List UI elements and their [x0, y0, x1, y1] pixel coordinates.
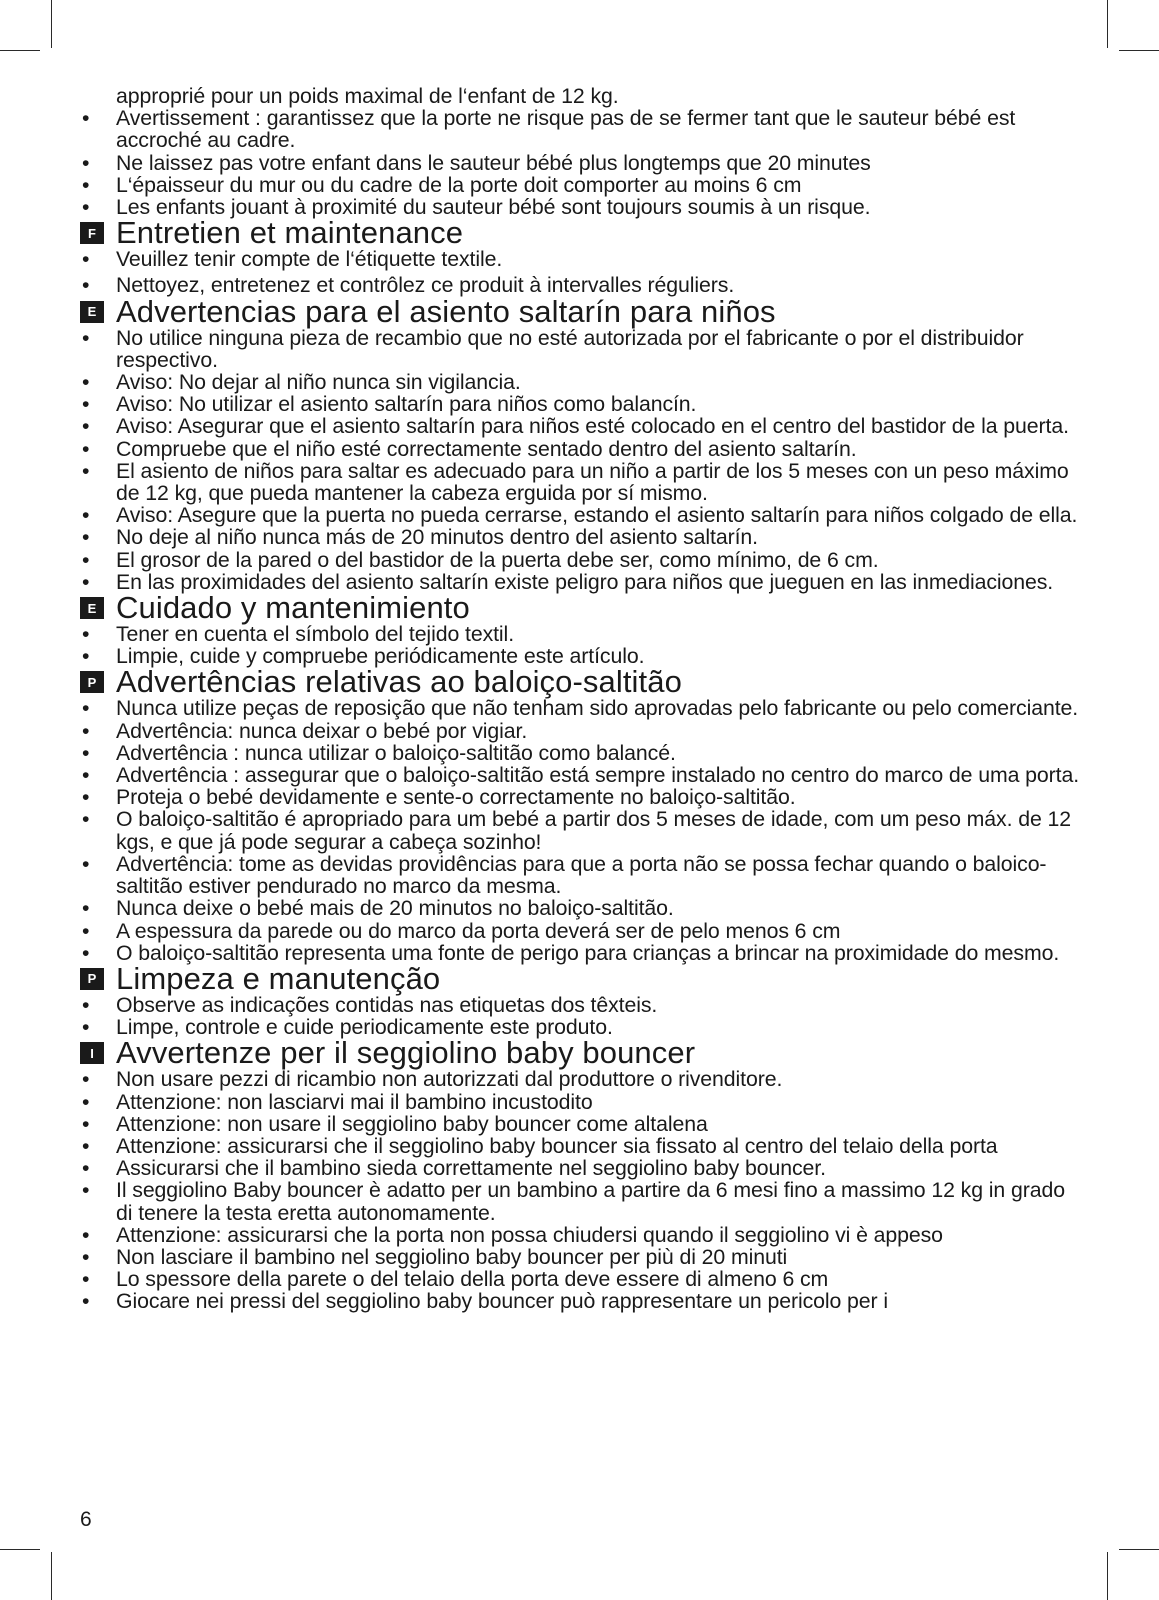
continuation-line: approprié pour un poids maximal de l‘enfant de 12 kg. — [116, 84, 619, 108]
section-heading — [80, 215, 1080, 251]
bullet-icon: • — [82, 622, 90, 647]
list-item — [80, 897, 1080, 919]
warning-list-fr — [80, 107, 1080, 218]
list-item — [80, 1068, 1080, 1090]
section-title: Cuidado y mantenimiento — [116, 590, 470, 626]
bullet-icon: • — [82, 273, 90, 298]
bullet-icon: • — [82, 763, 90, 788]
crop-mark — [1119, 50, 1159, 51]
section-list — [80, 623, 1080, 667]
list-item — [80, 107, 1080, 151]
list-item — [80, 994, 1080, 1016]
list-item — [80, 645, 1080, 667]
language-badge: I — [80, 1042, 104, 1064]
crop-mark — [0, 1549, 40, 1550]
bullet-icon: • — [82, 1178, 90, 1203]
bullet-icon: • — [82, 436, 90, 461]
list-item — [80, 152, 1080, 174]
list-item-text: Non lasciare il bambino nel seggiolino baby bouncer per più di 20 minuti — [116, 1244, 788, 1269]
list-item-text: Limpie, cuide y compruebe periódicamente este artículo. — [116, 644, 645, 669]
bullet-icon: • — [82, 392, 90, 417]
list-item-text: Assicurarsi che il bambino sieda correttamente nel seggiolino baby bouncer. — [116, 1156, 826, 1181]
list-item-text: Attenzione: non usare il seggiolino baby bouncer come altalena — [116, 1111, 708, 1136]
list-item — [80, 1135, 1080, 1157]
section — [80, 590, 1080, 669]
section-list — [80, 994, 1080, 1038]
list-item — [80, 1246, 1080, 1268]
list-item-text: Il seggiolino Baby bouncer è adatto per un bambino a partire da 6 mesi fino a massimo 12 kg in grado di tenere la testa eretta autonomamente. — [116, 1178, 1065, 1225]
bullet-icon: • — [82, 718, 90, 743]
list-item — [80, 327, 1080, 371]
list-item — [80, 549, 1080, 571]
list-item-text: O baloiço-saltitão representa uma fonte de perigo para crianças a brincar na proximidade do mesmo. — [116, 940, 1060, 965]
list-item — [80, 623, 1080, 645]
bullet-icon: • — [82, 370, 90, 395]
list-item-text: Advertência : nunca utilizar o baloiço-saltitão como balancé. — [116, 740, 676, 765]
list-item — [80, 1224, 1080, 1246]
list-item-text: Nunca deixe o bebé mais de 20 minutos no baloiço-saltitão. — [116, 896, 674, 921]
bullet-icon: • — [82, 940, 90, 965]
bullet-icon: • — [82, 1222, 90, 1247]
list-item-text: En las proximidades del asiento saltarín existe peligro para niños que jueguen en las inmediaciones. — [116, 569, 1054, 594]
section-title: Avvertenze per il seggiolino baby bouncer — [116, 1035, 696, 1071]
language-badge: P — [80, 671, 104, 693]
list-item — [80, 438, 1080, 460]
section — [80, 960, 1080, 1040]
list-item-text: Non usare pezzi di ricambio non autorizzati dal produttore o rivenditore. — [116, 1067, 783, 1092]
language-badge: E — [80, 597, 104, 619]
list-item-text: Limpe, controle e cuide periodicamente este produto. — [116, 1015, 613, 1040]
crop-mark — [51, 1552, 52, 1600]
language-badge: E — [80, 301, 104, 323]
list-item — [80, 808, 1080, 852]
list-item-text: El asiento de niños para saltar es adecuado para un niño a partir de los 5 meses con un peso máximo de 12 kg, que pueda mantener la cabeza erguida por sí mismo. — [116, 458, 1069, 506]
section-title: Advertências relativas ao baloiço-saltitão — [116, 664, 682, 700]
bullet-icon: • — [82, 896, 90, 921]
list-item-text: Attenzione: assicurarsi che il seggiolino baby bouncer sia fissato al centro del telaio della porta — [116, 1133, 998, 1158]
list-item — [80, 786, 1080, 808]
bullet-icon: • — [82, 807, 90, 832]
bullet-icon: • — [82, 740, 90, 765]
bullet-icon: • — [82, 503, 90, 528]
crop-mark — [1107, 0, 1108, 48]
list-item — [80, 920, 1080, 942]
section — [80, 293, 1080, 594]
section-title: Entretien et maintenance — [116, 215, 464, 251]
list-item — [80, 1268, 1080, 1290]
list-item-text: Avertissement : garantissez que la porte ne risque pas de se fermer tant que le sauteur bébé est accroché au cadre. — [116, 106, 1016, 153]
bullet-icon: • — [82, 1111, 90, 1136]
list-item — [80, 504, 1080, 526]
list-item-text: Veuillez tenir compte de l‘étiquette textile. — [116, 247, 503, 272]
list-item — [80, 526, 1080, 548]
bullet-icon: • — [82, 458, 90, 483]
list-item — [80, 1113, 1080, 1135]
list-item-text: Compruebe que el niño esté correctamente sentado dentro del asiento saltarín. — [116, 436, 857, 461]
list-item — [80, 1016, 1080, 1038]
language-badge: P — [80, 968, 104, 990]
sections — [80, 215, 1080, 1314]
list-item — [80, 415, 1080, 437]
bullet-icon: • — [82, 1133, 90, 1158]
list-item-text: No deje al niño nunca más de 20 minutos dentro del asiento saltarín. — [116, 525, 758, 550]
bullet-icon: • — [82, 696, 90, 721]
language-badge: F — [80, 222, 104, 244]
list-item-text: Aviso: No dejar al niño nunca sin vigilancia. — [116, 370, 521, 395]
bullet-icon: • — [82, 1015, 90, 1040]
bullet-icon: • — [82, 525, 90, 550]
bullet-icon: • — [82, 992, 90, 1017]
list-item-text: Advertência : assegurar que o baloiço-saltitão está sempre instalado no centro do marco de uma porta. — [116, 763, 1080, 788]
section-list — [80, 697, 1080, 963]
section-heading — [80, 960, 1080, 996]
list-item — [80, 393, 1080, 415]
crop-mark — [1119, 1549, 1159, 1550]
list-item-text: Attenzione: assicurarsi che la porta non possa chiudersi quando il seggiolino vi è appeso — [116, 1222, 943, 1247]
list-item-text: Advertência: nunca deixar o bebé por vigiar. — [116, 718, 528, 743]
list-item-text: Advertência: tome as devidas providências para que a porta não se possa fechar quando o baloico-saltitão estiver pendurado no marco da mesma. — [116, 851, 1047, 899]
list-item — [80, 1157, 1080, 1179]
bullet-icon: • — [82, 1089, 90, 1114]
bullet-icon: • — [82, 918, 90, 943]
bullet-icon: • — [82, 195, 90, 220]
section-title: Advertencias para el asiento saltarín para niños — [116, 293, 776, 329]
list-item-text: Giocare nei pressi del seggiolino baby bouncer può rappresentare un pericolo per i — [116, 1289, 888, 1314]
page-number: 6 — [80, 1508, 92, 1531]
list-item-text: Nettoyez, entretenez et contrôlez ce produit à intervalles réguliers. — [116, 273, 735, 298]
list-item-text: Nunca utilize peças de reposição que não tenham sido aprovadas pelo fabricante ou pelo comerciante. — [116, 696, 1079, 721]
list-item — [80, 942, 1080, 964]
list-item — [80, 720, 1080, 742]
list-item-text: No utilice ninguna pieza de recambio que no esté autorizada por el fabricante o por el distribuidor respectivo. — [116, 325, 1024, 372]
bullet-icon: • — [82, 1244, 90, 1269]
list-item — [80, 196, 1080, 218]
bullet-icon: • — [82, 851, 90, 876]
list-item — [80, 697, 1080, 719]
bullet-icon: • — [82, 414, 90, 439]
section-heading — [80, 1035, 1080, 1071]
bullet-icon: • — [82, 172, 90, 197]
list-item-text: Lo spessore della parete o del telaio della porta deve essere di almeno 6 cm — [116, 1267, 829, 1292]
list-item — [80, 248, 1080, 270]
list-item — [80, 742, 1080, 764]
list-item-text: Tener en cuenta el símbolo del tejido textil. — [116, 622, 515, 647]
bullet-icon: • — [82, 150, 90, 175]
bullet-icon: • — [82, 1156, 90, 1181]
list-item-text: Les enfants jouant à proximité du sauteur bébé sont toujours soumis à un risque. — [116, 195, 871, 220]
list-item-text: Ne laissez pas votre enfant dans le sauteur bébé plus longtemps que 20 minutes — [116, 150, 871, 175]
bullet-icon: • — [82, 1289, 90, 1314]
list-item — [80, 1290, 1080, 1312]
list-item-text: L‘épaisseur du mur ou du cadre de la porte doit comporter au moins 6 cm — [116, 172, 802, 197]
crop-mark — [0, 50, 40, 51]
bullet-icon: • — [82, 325, 90, 350]
section — [80, 215, 1080, 298]
bullet-icon: • — [82, 1067, 90, 1092]
bullet-icon: • — [82, 1267, 90, 1292]
section-list — [80, 248, 1080, 296]
section-heading — [80, 293, 1080, 329]
section — [80, 1035, 1080, 1314]
bullet-icon: • — [82, 785, 90, 810]
bullet-icon: • — [82, 644, 90, 669]
section-heading — [80, 590, 1080, 626]
section-heading — [80, 664, 1080, 700]
list-item-text: Observe as indicações contidas nas etiquetas dos têxteis. — [116, 992, 658, 1017]
list-item — [80, 1091, 1080, 1113]
list-item — [80, 371, 1080, 393]
crop-mark — [51, 0, 52, 48]
list-item — [80, 1179, 1080, 1223]
list-item-text: Attenzione: non lasciarvi mai il bambino incustodito — [116, 1089, 593, 1114]
list-item — [80, 853, 1080, 897]
list-item-text: Aviso: No utilizar el asiento saltarín para niños como balancín. — [116, 392, 697, 417]
bullet-icon: • — [82, 247, 90, 272]
list-item — [80, 571, 1080, 593]
list-item-text: O baloiço-saltitão é apropriado para um bebé a partir dos 5 meses de idade, com um peso máx. de 12 kgs, e que já pode segurar a cabeça sozinho! — [116, 807, 1072, 854]
section-list — [80, 1068, 1080, 1312]
list-item-text: El grosor de la pared o del bastidor de la puerta debe ser, como mínimo, de 6 cm. — [116, 547, 879, 572]
bullet-icon: • — [82, 569, 90, 594]
section-title: Limpeza e manutenção — [116, 960, 441, 996]
list-item-text: A espessura da parede ou do marco da porta deverá ser de pelo menos 6 cm — [116, 918, 841, 943]
section — [80, 664, 1080, 965]
bullet-icon: • — [82, 547, 90, 572]
page-content — [80, 85, 1080, 1313]
bullet-icon: • — [82, 106, 90, 131]
crop-mark — [1107, 1552, 1108, 1600]
list-item-text: Proteja o bebé devidamente e sente-o correctamente no baloiço-saltitão. — [116, 785, 796, 810]
list-item — [80, 274, 1080, 296]
section-list — [80, 327, 1080, 593]
list-item — [80, 764, 1080, 786]
list-item — [80, 460, 1080, 504]
list-item — [80, 174, 1080, 196]
list-item-text: Aviso: Asegure que la puerta no pueda cerrarse, estando el asiento saltarín para niños colgado de ella. — [116, 503, 1078, 528]
list-item-text: Aviso: Asegurar que el asiento saltarín para niños esté colocado en el centro del bastidor de la puerta. — [116, 414, 1069, 439]
